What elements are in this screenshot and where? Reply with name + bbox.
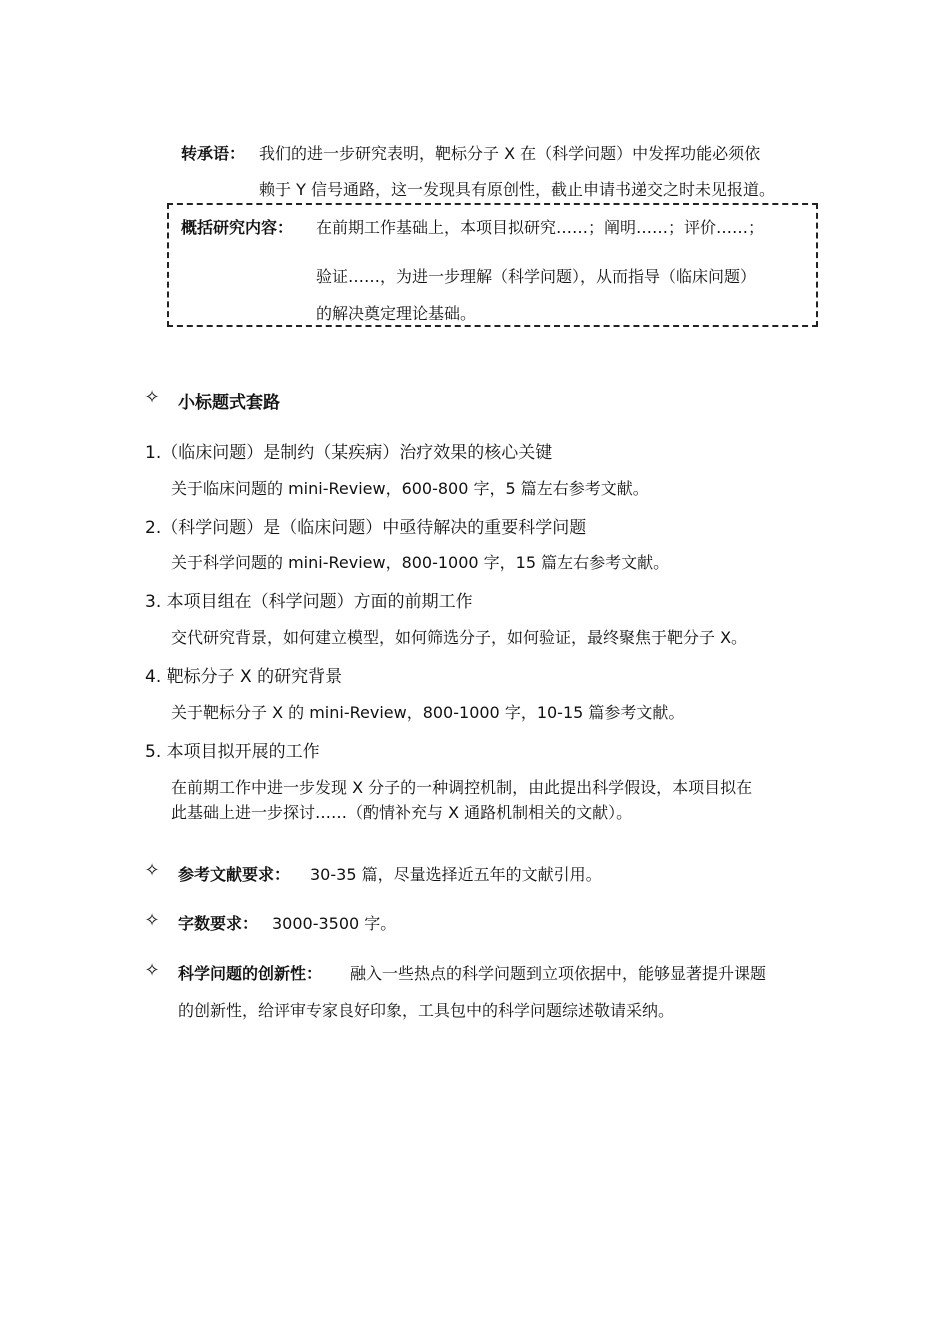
four-point-star-icon: ✧ bbox=[144, 860, 160, 881]
item-3-title: 3. 本项目组在（科学问题）方面的前期工作 bbox=[145, 592, 473, 612]
references-text: 30-35 篇，尽量选择近五年的文献引用。 bbox=[310, 865, 602, 884]
four-point-star-icon: ✧ bbox=[144, 910, 160, 931]
innovation-line-1: 融入一些热点的科学问题到立项依据中，能够显著提升课题 bbox=[350, 964, 767, 983]
word-count-label: 字数要求： bbox=[178, 914, 259, 933]
item-1-desc: 关于临床问题的 mini-Review，600-800 字，5 篇左右参考文献。 bbox=[171, 479, 649, 498]
summary-label: 概括研究内容： bbox=[181, 218, 294, 237]
summary-line-2: 验证……，为进一步理解（科学问题），从而指导（临床问题） bbox=[316, 267, 757, 286]
item-5-desc-line-1: 在前期工作中进一步发现 X 分子的一种调控机制，由此提出科学假设，本项目拟在 bbox=[171, 778, 753, 797]
item-1-title: 1.（临床问题）是制约（某疾病）治疗效果的核心关键 bbox=[145, 443, 553, 463]
transition-label: 转承语： bbox=[181, 144, 246, 163]
transition-line-1: 我们的进一步研究表明，靶标分子 X 在（科学问题）中发挥功能必须依 bbox=[259, 144, 761, 163]
item-4-title: 4. 靶标分子 X 的研究背景 bbox=[145, 667, 343, 687]
innovation-label: 科学问题的创新性： bbox=[178, 964, 323, 983]
four-point-star-icon: ✧ bbox=[144, 960, 160, 981]
item-2-title: 2.（科学问题）是（临床问题）中亟待解决的重要科学问题 bbox=[145, 518, 587, 538]
four-point-star-icon: ✧ bbox=[144, 387, 160, 408]
summary-line-1: 在前期工作基础上，本项目拟研究……；阐明……；评价……； bbox=[316, 218, 765, 237]
word-count-text: 3000-3500 字。 bbox=[272, 914, 397, 933]
section-heading: 小标题式套路 bbox=[178, 393, 280, 413]
item-4-desc: 关于靶标分子 X 的 mini-Review，800-1000 字，10-15 篇参考文献。 bbox=[171, 703, 685, 722]
references-label: 参考文献要求： bbox=[178, 865, 291, 884]
item-2-desc: 关于科学问题的 mini-Review，800-1000 字，15 篇左右参考文献。 bbox=[171, 553, 670, 572]
summary-line-3: 的解决奠定理论基础。 bbox=[316, 304, 477, 323]
item-5-title: 5. 本项目拟开展的工作 bbox=[145, 742, 320, 762]
item-5-desc-line-2: 此基础上进一步探讨……（酌情补充与 X 通路机制相关的文献）。 bbox=[171, 803, 633, 822]
item-3-desc: 交代研究背景，如何建立模型，如何筛选分子，如何验证，最终聚焦于靶分子 X。 bbox=[171, 628, 748, 647]
innovation-line-2: 的创新性，给评审专家良好印象，工具包中的科学问题综述敬请采纳。 bbox=[178, 1001, 675, 1020]
transition-line-2: 赖于 Y 信号通路，这一发现具有原创性，截止申请书递交之时未见报道。 bbox=[259, 180, 775, 199]
